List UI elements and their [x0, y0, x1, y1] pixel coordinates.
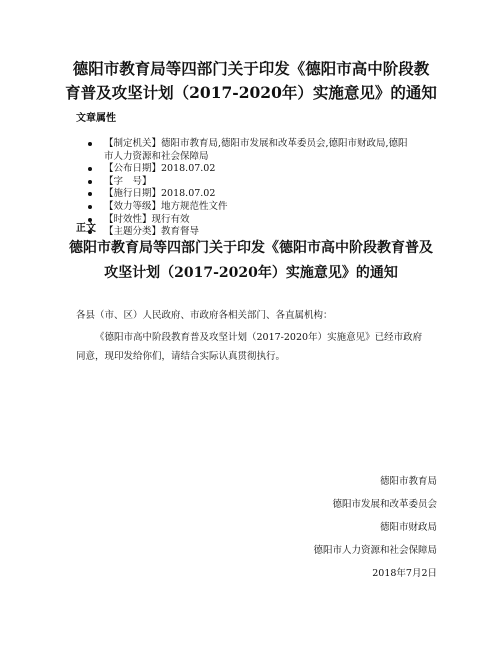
attribute-text: 【效力等级】地方规范性文件 [104, 200, 228, 212]
attribute-text: 【字 号】 [104, 175, 152, 187]
attribute-item-issuer [80, 138, 420, 163]
bullet-icon [88, 192, 92, 196]
bullet-icon [88, 180, 92, 184]
attribute-item-document-number [80, 176, 420, 189]
attribute-item-effective-date [80, 188, 420, 201]
bullet-icon [88, 142, 92, 146]
signature-education-bureau: 德阳市教育局 [379, 476, 437, 487]
body-paragraph-line-2: 同意，现印发给你们，请结合实际认真贯彻执行。 [76, 351, 286, 362]
attribute-text: 【主题分类】教育督导 [104, 226, 200, 238]
signature-finance-bureau: 德阳市财政局 [379, 522, 437, 533]
attribute-text: 【时效性】现行有效 [104, 213, 190, 225]
body-paragraph-line-1: 《德阳市高中阶段教育普及攻坚计划（2017-2020年）实施意见》已经市政府 [95, 332, 423, 343]
bullet-icon [88, 205, 92, 209]
document-title [60, 57, 442, 105]
inner-title-line-2: 攻坚计划（2017-2020年）实施意见》的通知 [104, 265, 398, 281]
inner-title [66, 236, 436, 286]
inner-title-line-1: 德阳市教育局等四部门关于印发《德阳市高中阶段教育普及 [69, 240, 433, 256]
salutation: 各县（市、区）人民政府、市政府各相关部门、各直属机构： [76, 310, 333, 321]
attribute-item-validity [80, 214, 420, 227]
attribute-item-publish-date [80, 163, 420, 176]
attributes-list [80, 138, 420, 239]
document-title-line-1: 德阳市教育局等四部门关于印发《德阳市高中阶段教 [72, 59, 430, 78]
bullet-icon [88, 218, 92, 222]
bullet-icon [88, 167, 92, 171]
signature-date: 2018年7月2日 [372, 568, 437, 579]
attribute-text: 【公布日期】2018.07.02 [104, 163, 216, 175]
signature-human-resources-bureau: 德阳市人力资源和社会保障局 [313, 545, 437, 556]
document-title-line-2: 育普及攻坚计划（2017-2020年）实施意见》的通知 [65, 83, 437, 102]
attribute-text: 【施行日期】2018.07.02 [104, 188, 216, 200]
attribute-item-effect-level [80, 201, 420, 214]
attributes-heading: 文章属性 [76, 113, 116, 124]
attribute-text-continued: 市人力资源和社会保障局 [104, 150, 209, 162]
attribute-text: 【制定机关】德阳市教育局,德阳市发展和改革委员会,德阳市财政局,德阳 [104, 138, 408, 149]
body-heading: 正文 [76, 223, 96, 234]
signature-development-reform-commission: 德阳市发展和改革委员会 [332, 499, 437, 510]
